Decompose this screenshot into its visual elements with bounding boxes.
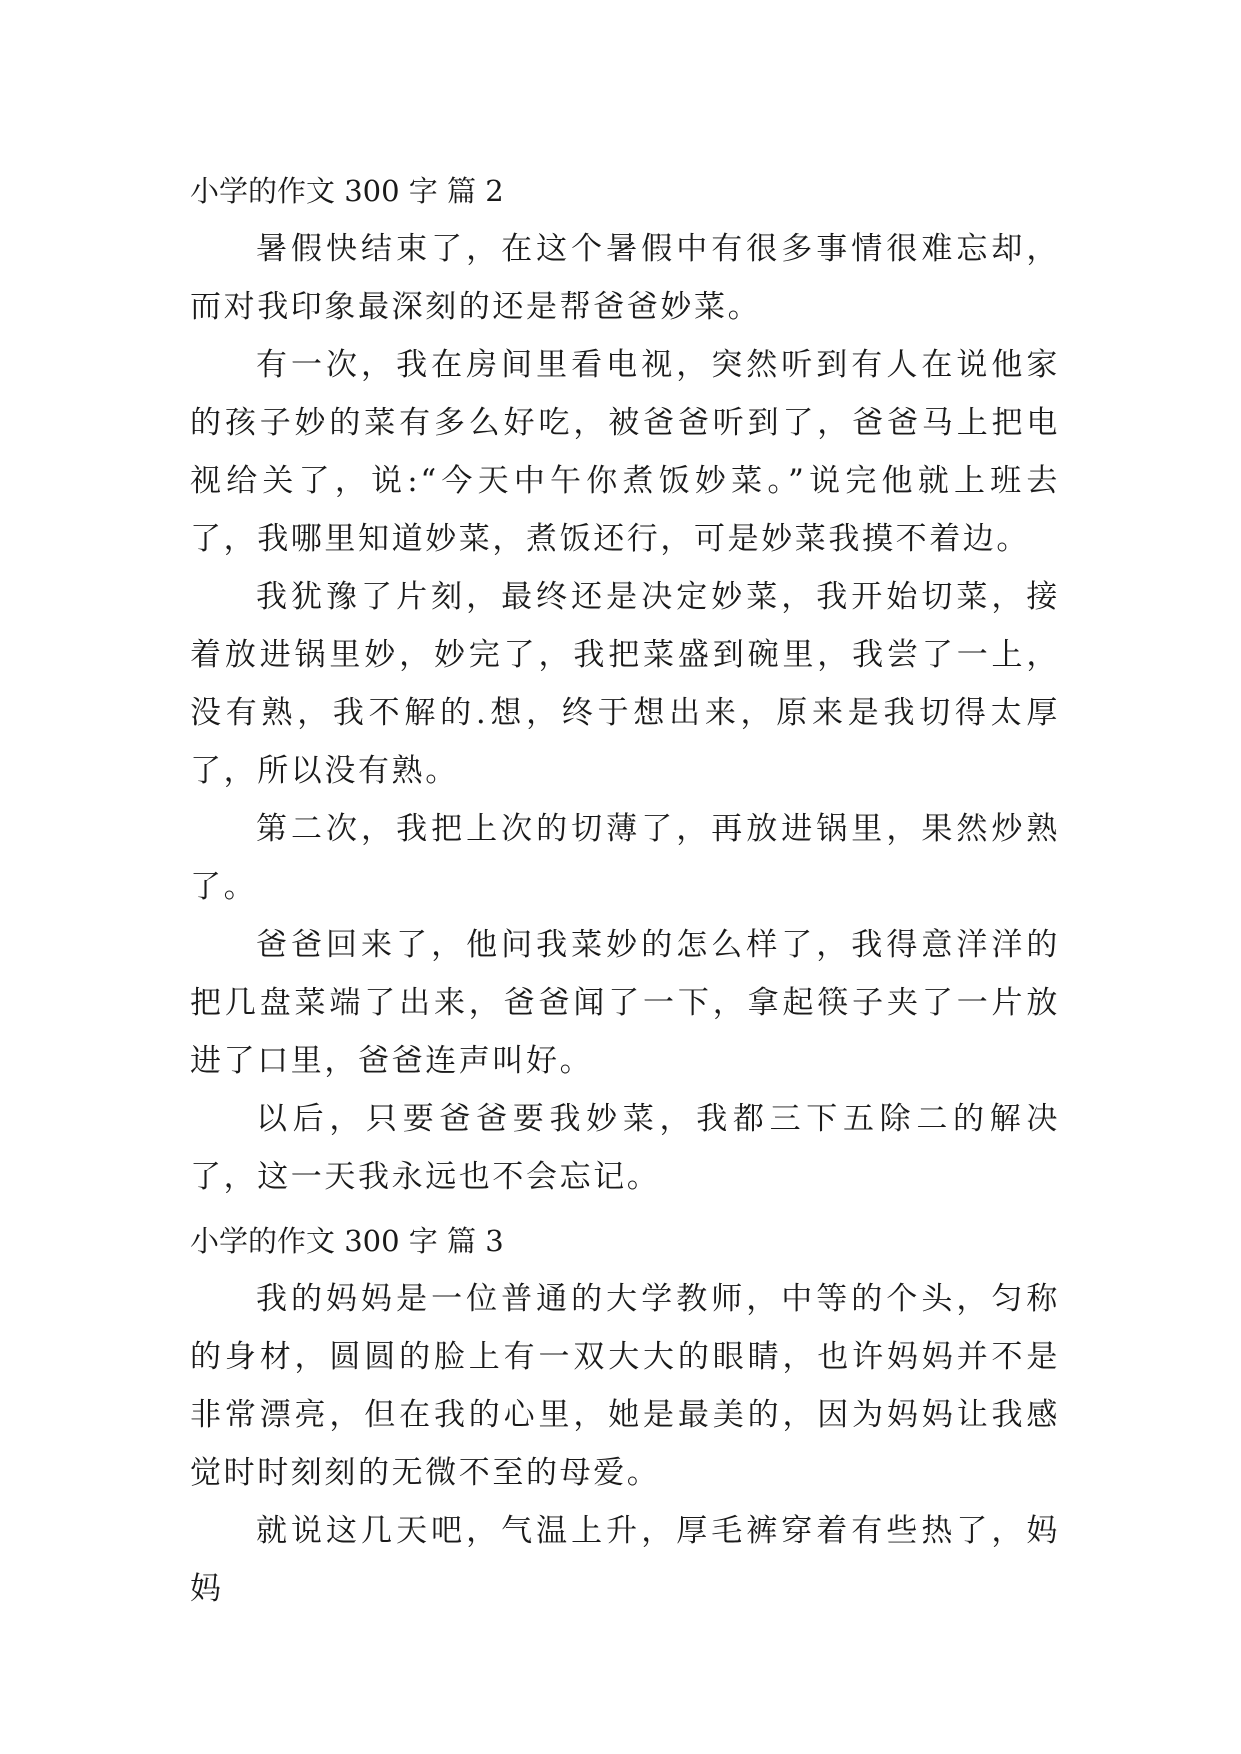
paragraph: 我犹豫了片刻，最终还是决定妙菜，我开始切菜，接着放进锅里妙，妙完了，我把菜盛到碗里，我尝了一上，没有熟，我不解的.想，终于想出来，原来是我切得太厚了，所以没有熟。 [190,579,1060,789]
section-heading: 小学的作文 300 字 篇 2 [190,174,504,208]
paragraph: 我的妈妈是一位普通的大学教师，中等的个头，匀称的身材，圆圆的脸上有一双大大的眼睛，也许妈妈并不是非常漂亮，但在我的心里，她是最美的，因为妈妈让我感觉时时刻刻的无微不至的母爱。 [190,1281,1060,1491]
essay-section-2 [190,162,1060,1206]
essay-section-3 [190,1212,1060,1618]
paragraph: 第二次，我把上次的切薄了，再放进锅里，果然炒熟了。 [190,811,1060,905]
paragraph: 暑假快结束了，在这个暑假中有很多事情很难忘却，而对我印象最深刻的还是帮爸爸妙菜。 [190,231,1060,325]
section-heading: 小学的作文 300 字 篇 3 [190,1224,504,1258]
paragraph: 就说这几天吧，气温上升，厚毛裤穿着有些热了，妈妈 [190,1513,1060,1607]
paragraph: 以后，只要爸爸要我妙菜，我都三下五除二的解决了，这一天我永远也不会忘记。 [190,1101,1060,1195]
paragraph: 爸爸回来了，他问我菜妙的怎么样了，我得意洋洋的把几盘菜端了出来，爸爸闻了一下，拿起筷子夹了一片放进了口里，爸爸连声叫好。 [190,927,1060,1079]
paragraph: 有一次，我在房间里看电视，突然听到有人在说他家的孩子妙的菜有多么好吃，被爸爸听到了，爸爸马上把电视给关了，说:“今天中午你煮饭妙菜。”说完他就上班去了，我哪里知道妙菜，煮饭还行，可是妙菜我摸不着边。 [190,347,1060,557]
